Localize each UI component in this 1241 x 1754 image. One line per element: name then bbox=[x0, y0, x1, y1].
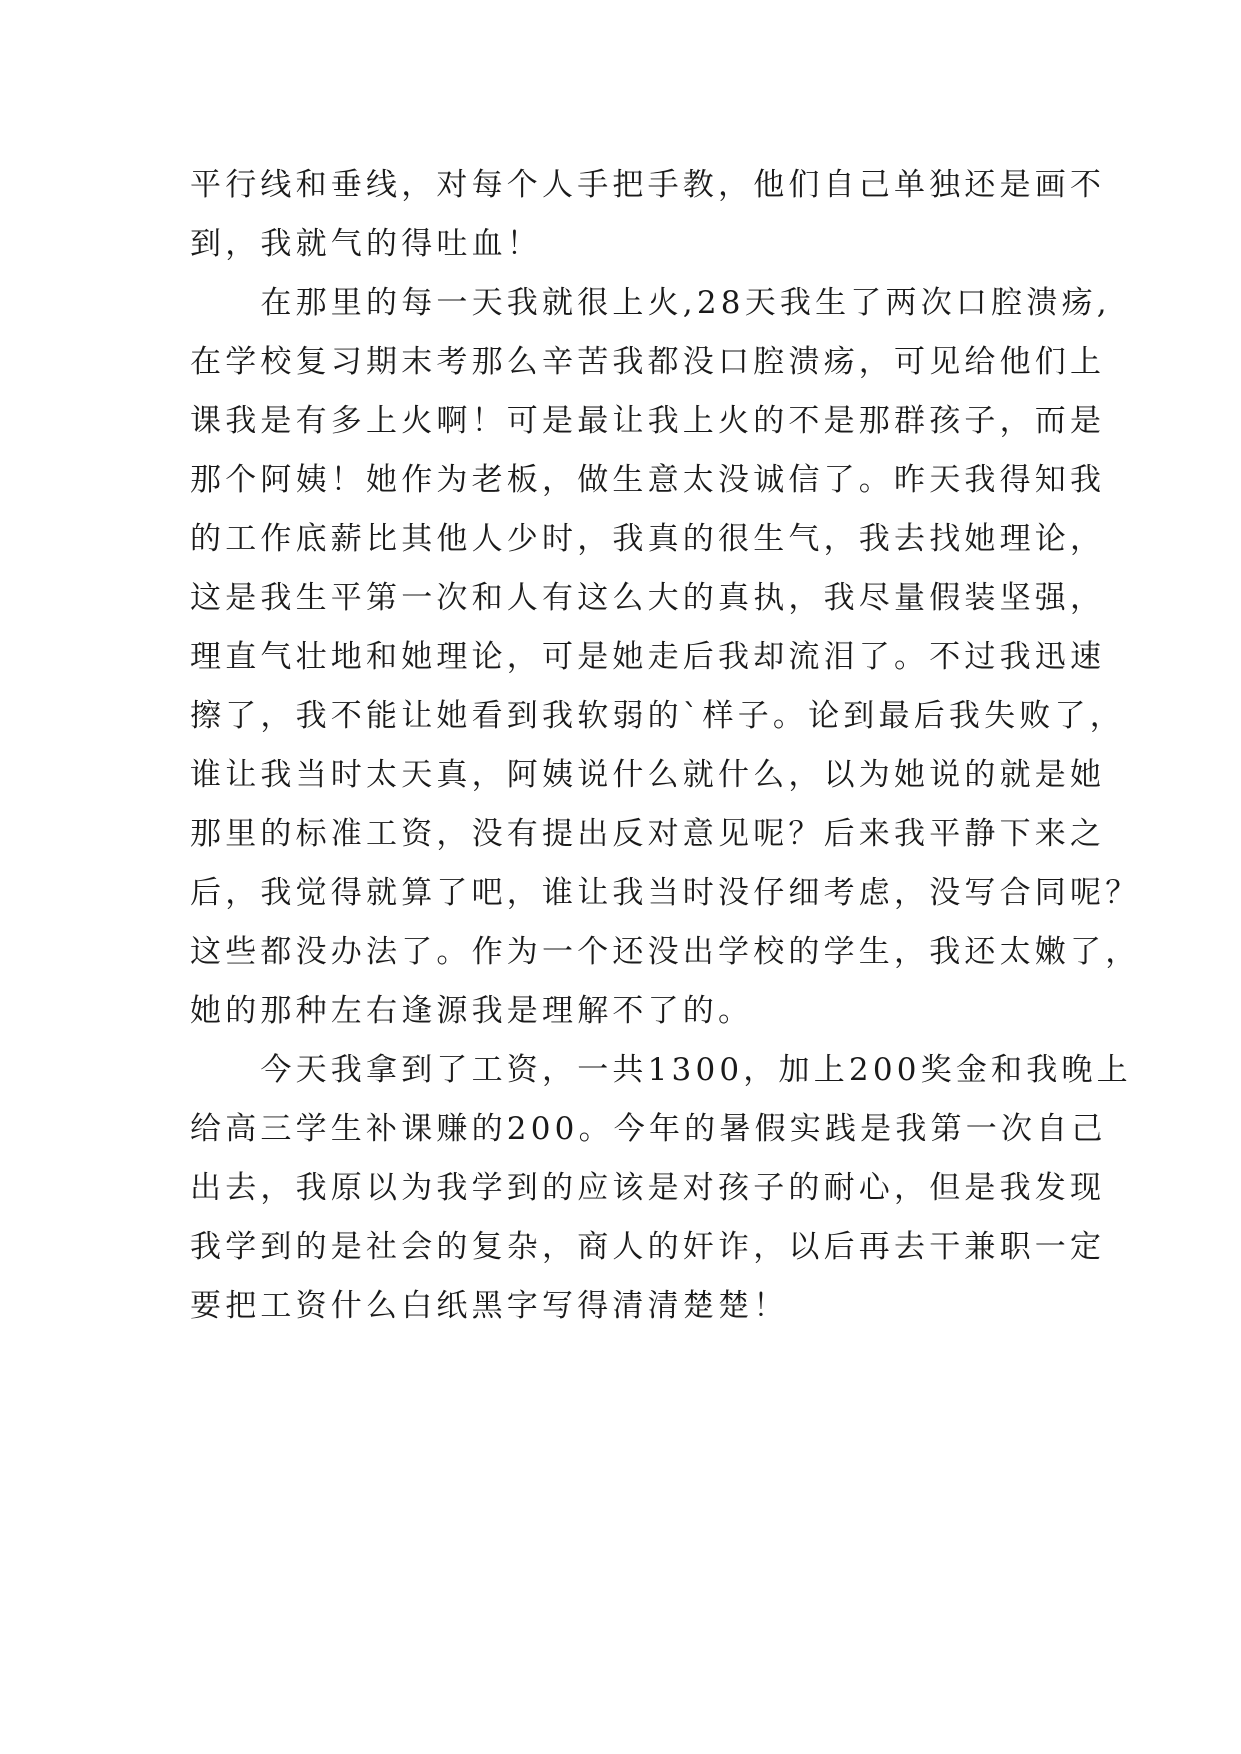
text-line: 她的那种左右逢源我是理解不了的。 bbox=[190, 993, 754, 1029]
text-line: 课我是有多上火啊！可是最让我上火的不是那群孩子，而是 bbox=[190, 403, 1106, 439]
text-line: 在学校复习期末考那么辛苦我都没口腔溃疡，可见给他们上 bbox=[190, 344, 1106, 380]
text-line: 我学到的是社会的复杂，商人的奸诈，以后再去干兼职一定 bbox=[190, 1229, 1106, 1265]
text-line: 那里的标准工资，没有提出反对意见呢？后来我平静下来之 bbox=[190, 816, 1106, 852]
document-body bbox=[190, 156, 1141, 1336]
text-line: 理直气壮地和她理论，可是她走后我却流泪了。不过我迅速 bbox=[190, 639, 1106, 675]
text-line: 要把工资什么白纸黑字写得清清楚楚！ bbox=[190, 1288, 789, 1324]
text-line: 这些都没办法了。作为一个还没出学校的学生，我还太嫩了， bbox=[190, 934, 1141, 970]
text-line: 在那里的每一天我就很上火,28天我生了两次口腔溃疡, bbox=[190, 285, 1111, 321]
text-line: 今天我拿到了工资，一共1300，加上200奖金和我晚上 bbox=[190, 1052, 1132, 1088]
text-line: 后，我觉得就算了吧，谁让我当时没仔细考虑，没写合同呢？ bbox=[190, 875, 1141, 911]
text-line: 那个阿姨！她作为老板，做生意太没诚信了。昨天我得知我 bbox=[190, 462, 1106, 498]
text-line: 的工作底薪比其他人少时，我真的很生气，我去找她理论， bbox=[190, 521, 1106, 557]
text-line: 谁让我当时太天真，阿姨说什么就什么，以为她说的就是她 bbox=[190, 757, 1106, 793]
text-line: 这是我生平第一次和人有这么大的真执，我尽量假装坚强， bbox=[190, 580, 1106, 616]
text-line: 出去，我原以为我学到的应该是对孩子的耐心，但是我发现 bbox=[190, 1170, 1106, 1206]
text-line: 给高三学生补课赚的200。今年的暑假实践是我第一次自己 bbox=[190, 1111, 1107, 1147]
text-line: 擦了，我不能让她看到我软弱的`样子。论到最后我失败了， bbox=[190, 698, 1125, 734]
text-line: 到，我就气的得吐血！ bbox=[190, 226, 542, 262]
text-line: 平行线和垂线，对每个人手把手教，他们自己单独还是画不 bbox=[190, 167, 1106, 203]
